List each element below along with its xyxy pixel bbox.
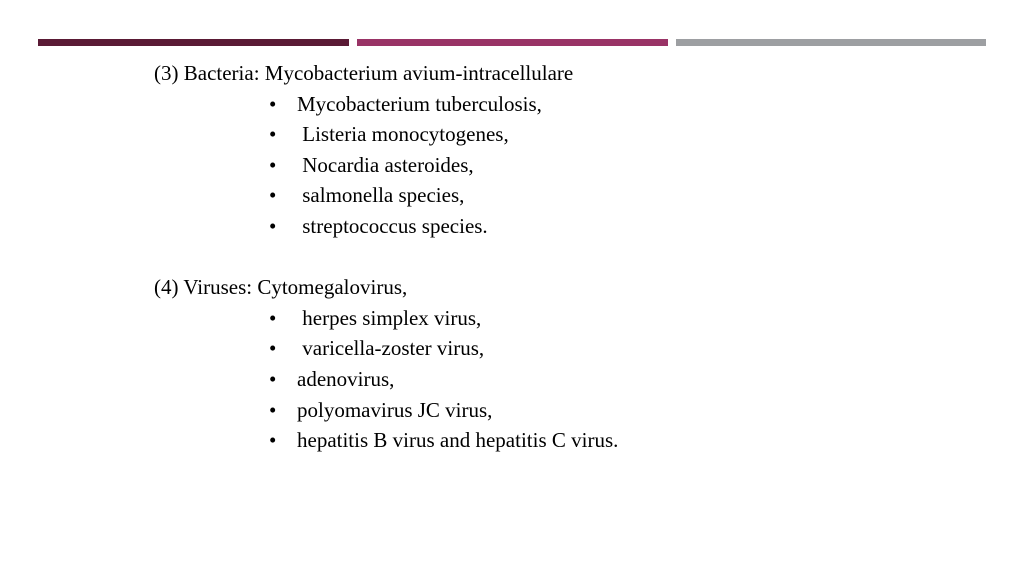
list-item-text: Mycobacterium tuberculosis, xyxy=(297,91,542,116)
accent-bar-gray xyxy=(676,39,986,46)
bullet-icon: • xyxy=(269,183,277,208)
list-item-text: varicella-zoster virus, xyxy=(297,336,485,361)
list-item-text: Listeria monocytogenes, xyxy=(297,122,509,147)
list-item-text: hepatitis B virus and hepatitis C virus. xyxy=(297,428,619,453)
list-item xyxy=(154,303,974,334)
list-item-text: Nocardia asteroides, xyxy=(297,152,474,177)
list-item xyxy=(154,425,974,456)
bullet-icon: • xyxy=(269,428,277,453)
accent-bar-magenta xyxy=(357,39,668,46)
bullet-icon: • xyxy=(269,122,277,147)
slide-content xyxy=(154,58,974,456)
bullet-icon: • xyxy=(269,213,277,238)
list-item-text: polyomavirus JC virus, xyxy=(297,397,493,422)
bullet-icon: • xyxy=(269,397,277,422)
list-item xyxy=(154,333,974,364)
bacteria-heading: (3) Bacteria: Mycobacterium avium-intracellulare xyxy=(154,61,574,85)
bullet-icon: • xyxy=(269,366,277,391)
list-item xyxy=(154,150,974,181)
bullet-icon: • xyxy=(269,336,277,361)
top-accent-bars xyxy=(38,39,986,46)
list-item xyxy=(154,89,974,120)
list-item-text: herpes simplex virus, xyxy=(297,305,482,330)
list-item xyxy=(154,211,974,242)
list-item xyxy=(154,364,974,395)
bullet-icon: • xyxy=(269,152,277,177)
accent-bar-dark-maroon xyxy=(38,39,349,46)
list-item-text: streptococcus species. xyxy=(297,213,488,238)
list-item xyxy=(154,395,974,426)
viruses-list xyxy=(154,303,974,456)
viruses-heading: (4) Viruses: Cytomegalovirus, xyxy=(154,275,408,300)
bullet-icon: • xyxy=(269,305,277,330)
list-item-text: adenovirus, xyxy=(297,366,395,391)
bacteria-list xyxy=(154,89,974,242)
list-item xyxy=(154,119,974,150)
list-item-text: salmonella species, xyxy=(297,183,465,208)
list-item xyxy=(154,180,974,211)
bullet-icon: • xyxy=(269,91,277,116)
section-spacer xyxy=(154,242,974,273)
